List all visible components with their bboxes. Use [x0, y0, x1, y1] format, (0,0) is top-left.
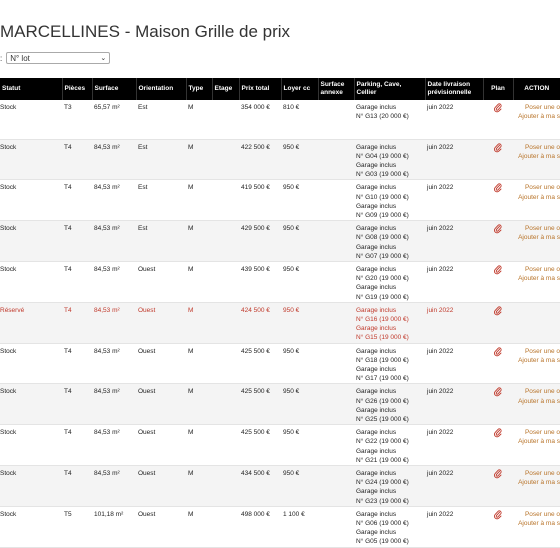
cell-loyer: 950 €: [281, 425, 318, 466]
column-header[interactable]: Parking, Cave, Cellier: [354, 78, 425, 100]
cell-etage: [212, 343, 239, 384]
parking-line: Garage inclus: [356, 284, 397, 292]
cell-statut: Stock: [0, 100, 62, 139]
parking-line: Garage inclus: [356, 184, 397, 192]
parking-line: N° G10 (19 000 €): [356, 193, 409, 201]
table-row: [0, 221, 560, 262]
cell-orientation: Ouest: [136, 466, 186, 507]
add-to-selection-link[interactable]: Ajouter à ma s: [518, 438, 560, 446]
cell-action: [513, 384, 560, 425]
paperclip-icon[interactable]: [494, 224, 502, 233]
table-row: [0, 425, 560, 466]
cell-etage: [212, 221, 239, 262]
cell-etage: [212, 261, 239, 302]
cell-orientation: Est: [136, 139, 186, 180]
cell-surface: 84,53 m²: [92, 180, 136, 221]
cell-surface: 84,53 m²: [92, 425, 136, 466]
cell-surface: 84,53 m²: [92, 302, 136, 343]
add-to-selection-link[interactable]: Ajouter à ma s: [518, 479, 560, 487]
parking-line: Garage inclus: [356, 388, 397, 396]
parking-line: N° G19 (19 000 €): [356, 293, 409, 301]
cell-action: [513, 343, 560, 384]
table-row: [0, 261, 560, 302]
cell-type: M: [186, 425, 212, 466]
cell-action: [513, 139, 560, 180]
column-header[interactable]: Pièces: [62, 78, 92, 100]
sort-select-value: N° lot: [10, 54, 30, 63]
cell-date: juin 2022: [425, 221, 483, 262]
make-offer-link[interactable]: Poser une o: [524, 143, 560, 151]
cell-pieces: T5: [62, 506, 92, 547]
make-offer-link[interactable]: Poser une o: [524, 265, 560, 273]
column-header[interactable]: Statut: [0, 78, 62, 100]
price-grid-table: [0, 78, 560, 548]
cell-surface: 65,57 m²: [92, 100, 136, 139]
cell-prix: 425 500 €: [239, 425, 281, 466]
cell-loyer: 950 €: [281, 384, 318, 425]
parking-line: N° G26 (19 000 €): [356, 397, 409, 405]
cell-prix: 434 500 €: [239, 466, 281, 507]
cell-prix: 498 000 €: [239, 506, 281, 547]
parking-line: Garage inclus: [356, 488, 397, 496]
cell-surface: 84,53 m²: [92, 261, 136, 302]
column-header[interactable]: ACTION: [513, 78, 560, 100]
cell-plan: [483, 180, 513, 221]
cell-type: M: [186, 100, 212, 139]
parking-line: N° G21 (19 000 €): [356, 456, 409, 464]
cell-etage: [212, 466, 239, 507]
cell-type: M: [186, 261, 212, 302]
cell-surface: 84,53 m²: [92, 221, 136, 262]
cell-date: juin 2022: [425, 302, 483, 343]
cell-prix: 425 500 €: [239, 343, 281, 384]
parking-line: Garage inclus: [356, 161, 397, 169]
paperclip-icon[interactable]: [494, 347, 502, 356]
cell-loyer: 950 €: [281, 343, 318, 384]
cell-orientation: Ouest: [136, 261, 186, 302]
cell-statut: Réservé: [0, 302, 62, 343]
cell-surface: 84,53 m²: [92, 139, 136, 180]
cell-plan: [483, 343, 513, 384]
cell-date: juin 2022: [425, 261, 483, 302]
cell-parking: [354, 221, 425, 262]
parking-line: Garage inclus: [356, 225, 397, 233]
parking-line: N° G06 (19 000 €): [356, 520, 409, 528]
column-header[interactable]: Plan: [483, 78, 513, 100]
parking-line: Garage inclus: [356, 104, 397, 111]
cell-type: M: [186, 384, 212, 425]
cell-prix: 419 500 €: [239, 180, 281, 221]
cell-date: juin 2022: [425, 100, 483, 139]
make-offer-link[interactable]: Poser une o: [524, 470, 560, 477]
cell-statut: Stock: [0, 221, 62, 262]
cell-type: M: [186, 139, 212, 180]
paperclip-icon[interactable]: [494, 428, 502, 437]
parking-line: N° G17 (19 000 €): [356, 375, 409, 383]
cell-action: [513, 221, 560, 262]
cell-action: [513, 302, 560, 343]
column-header[interactable]: Date livraison prévisionnelle: [425, 78, 483, 100]
parking-line: N° G16 (19 000 €): [356, 315, 409, 323]
paperclip-icon[interactable]: [494, 510, 502, 519]
cell-action: [513, 506, 560, 547]
make-offer-link[interactable]: Poser une o: [524, 347, 560, 355]
parking-line: Garage inclus: [356, 325, 397, 333]
sort-label: :: [0, 53, 3, 63]
cell-type: M: [186, 180, 212, 221]
parking-line: N° G15 (19 000 €): [356, 334, 409, 342]
cell-loyer: 950 €: [281, 302, 318, 343]
paperclip-icon[interactable]: [494, 183, 502, 192]
cell-annexe: [318, 261, 354, 302]
make-offer-link[interactable]: Poser une o: [524, 104, 560, 111]
parking-line: Garage inclus: [356, 265, 397, 273]
paperclip-icon[interactable]: [494, 306, 502, 315]
parking-line: N° G18 (19 000 €): [356, 356, 409, 364]
cell-statut: Stock: [0, 180, 62, 221]
paperclip-icon[interactable]: [494, 469, 502, 478]
parking-line: Garage inclus: [356, 202, 397, 210]
parking-line: N° G23 (19 000 €): [356, 497, 409, 505]
cell-annexe: [318, 100, 354, 139]
cell-parking: [354, 100, 425, 139]
cell-orientation: Ouest: [136, 343, 186, 384]
cell-date: juin 2022: [425, 506, 483, 547]
parking-line: Garage inclus: [356, 347, 397, 355]
parking-line: Garage inclus: [356, 406, 397, 414]
cell-loyer: 810 €: [281, 100, 318, 139]
page-title: MARCELLINES - Maison Grille de prix: [0, 22, 291, 41]
cell-pieces: T4: [62, 221, 92, 262]
column-header[interactable]: Etage: [212, 78, 239, 100]
cell-plan: [483, 221, 513, 262]
cell-loyer: 1 100 €: [281, 506, 318, 547]
parking-line: Garage inclus: [356, 143, 397, 151]
cell-surface: 84,53 m²: [92, 384, 136, 425]
cell-parking: [354, 302, 425, 343]
add-to-selection-link[interactable]: Ajouter à ma s: [518, 152, 560, 160]
parking-line: Garage inclus: [356, 447, 397, 455]
make-offer-link[interactable]: Poser une o: [524, 429, 560, 437]
cell-parking: [354, 425, 425, 466]
table-row: [0, 466, 560, 507]
cell-annexe: [318, 302, 354, 343]
cell-type: M: [186, 221, 212, 262]
cell-etage: [212, 506, 239, 547]
add-to-selection-link[interactable]: Ajouter à ma s: [518, 113, 560, 121]
cell-date: juin 2022: [425, 343, 483, 384]
cell-parking: [354, 343, 425, 384]
parking-line: N° G03 (19 000 €): [356, 171, 409, 179]
make-offer-link[interactable]: Poser une o: [524, 225, 560, 233]
cell-etage: [212, 425, 239, 466]
parking-line: Garage inclus: [356, 306, 397, 314]
parking-line: N° G07 (19 000 €): [356, 252, 409, 260]
cell-etage: [212, 384, 239, 425]
cell-etage: [212, 180, 239, 221]
parking-line: N° G09 (19 000 €): [356, 211, 409, 219]
cell-plan: [483, 261, 513, 302]
cell-loyer: 950 €: [281, 261, 318, 302]
cell-annexe: [318, 506, 354, 547]
cell-plan: [483, 302, 513, 343]
cell-date: juin 2022: [425, 466, 483, 507]
cell-loyer: 950 €: [281, 221, 318, 262]
cell-plan: [483, 466, 513, 507]
cell-plan: [483, 100, 513, 139]
cell-pieces: T4: [62, 384, 92, 425]
table-row: [0, 139, 560, 180]
cell-annexe: [318, 343, 354, 384]
paperclip-icon[interactable]: [494, 143, 502, 152]
cell-parking: [354, 139, 425, 180]
parking-line: N° G04 (19 000 €): [356, 152, 409, 160]
table-row: [0, 384, 560, 425]
cell-prix: 425 500 €: [239, 384, 281, 425]
sort-control: [0, 52, 110, 64]
cell-parking: [354, 466, 425, 507]
paperclip-icon[interactable]: [494, 103, 502, 112]
cell-action: [513, 466, 560, 507]
cell-plan: [483, 425, 513, 466]
cell-date: juin 2022: [425, 180, 483, 221]
cell-statut: Stock: [0, 425, 62, 466]
table-row: [0, 302, 560, 343]
cell-orientation: Ouest: [136, 384, 186, 425]
cell-prix: 429 500 €: [239, 221, 281, 262]
cell-annexe: [318, 384, 354, 425]
cell-statut: Stock: [0, 139, 62, 180]
column-header[interactable]: Type: [186, 78, 212, 100]
cell-pieces: T3: [62, 100, 92, 139]
cell-plan: [483, 506, 513, 547]
cell-statut: Stock: [0, 261, 62, 302]
cell-orientation: Ouest: [136, 506, 186, 547]
parking-line: N° G13 (20 000 €): [356, 113, 409, 121]
cell-prix: 424 500 €: [239, 302, 281, 343]
column-header[interactable]: Prix total: [239, 78, 281, 100]
cell-pieces: T4: [62, 261, 92, 302]
cell-annexe: [318, 425, 354, 466]
column-header[interactable]: Orientation: [136, 78, 186, 100]
cell-annexe: [318, 139, 354, 180]
cell-surface: 84,53 m²: [92, 466, 136, 507]
cell-date: juin 2022: [425, 425, 483, 466]
add-to-selection-link[interactable]: Ajouter à ma s: [518, 520, 560, 528]
cell-action: [513, 100, 560, 139]
parking-line: Garage inclus: [356, 243, 397, 251]
make-offer-link[interactable]: Poser une o: [524, 184, 560, 192]
cell-pieces: T4: [62, 180, 92, 221]
add-to-selection-link[interactable]: Ajouter à ma s: [518, 356, 560, 364]
table-header-row: [0, 78, 560, 100]
sort-select[interactable]: [6, 52, 110, 64]
parking-line: N° G20 (19 000 €): [356, 275, 409, 283]
parking-line: N° G08 (19 000 €): [356, 234, 409, 242]
cell-action: [513, 425, 560, 466]
cell-orientation: Est: [136, 180, 186, 221]
cell-pieces: T4: [62, 139, 92, 180]
cell-loyer: 950 €: [281, 139, 318, 180]
cell-type: M: [186, 466, 212, 507]
parking-line: Garage inclus: [356, 429, 397, 437]
parking-line: N° G05 (19 000 €): [356, 538, 409, 546]
parking-line: Garage inclus: [356, 529, 397, 537]
cell-pieces: T4: [62, 343, 92, 384]
parking-line: Garage inclus: [356, 470, 397, 477]
cell-orientation: Est: [136, 100, 186, 139]
cell-parking: [354, 261, 425, 302]
cell-date: juin 2022: [425, 139, 483, 180]
cell-statut: Stock: [0, 466, 62, 507]
cell-loyer: 950 €: [281, 466, 318, 507]
cell-pieces: T4: [62, 302, 92, 343]
cell-surface: 101,18 m²: [92, 506, 136, 547]
cell-orientation: Est: [136, 221, 186, 262]
column-header[interactable]: Surface: [92, 78, 136, 100]
cell-etage: [212, 100, 239, 139]
table-row: [0, 100, 560, 139]
make-offer-link[interactable]: Poser une o: [524, 388, 560, 396]
table-row: [0, 180, 560, 221]
make-offer-link[interactable]: Poser une o: [524, 510, 560, 518]
parking-line: Garage inclus: [356, 510, 397, 518]
parking-line: N° G25 (19 000 €): [356, 415, 409, 423]
add-to-selection-link[interactable]: Ajouter à ma s: [518, 234, 560, 242]
cell-date: juin 2022: [425, 384, 483, 425]
cell-prix: 354 000 €: [239, 100, 281, 139]
cell-action: [513, 180, 560, 221]
chevron-down-icon: ⌄: [100, 55, 107, 62]
cell-parking: [354, 506, 425, 547]
cell-surface: 84,53 m²: [92, 343, 136, 384]
add-to-selection-link[interactable]: Ajouter à ma s: [518, 275, 560, 283]
cell-etage: [212, 302, 239, 343]
parking-line: N° G22 (19 000 €): [356, 438, 409, 446]
cell-statut: Stock: [0, 343, 62, 384]
cell-loyer: 950 €: [281, 180, 318, 221]
cell-pieces: T4: [62, 466, 92, 507]
paperclip-icon[interactable]: [494, 265, 502, 274]
cell-prix: 439 500 €: [239, 261, 281, 302]
cell-action: [513, 261, 560, 302]
cell-statut: Stock: [0, 506, 62, 547]
table-row: [0, 506, 560, 547]
cell-orientation: Ouest: [136, 302, 186, 343]
cell-pieces: T4: [62, 425, 92, 466]
parking-line: Garage inclus: [356, 365, 397, 373]
add-to-selection-link[interactable]: Ajouter à ma s: [518, 397, 560, 405]
cell-parking: [354, 180, 425, 221]
cell-statut: Stock: [0, 384, 62, 425]
column-header[interactable]: Loyer cc: [281, 78, 318, 100]
cell-type: M: [186, 506, 212, 547]
column-header[interactable]: Surface annexe: [318, 78, 354, 100]
cell-plan: [483, 139, 513, 180]
cell-annexe: [318, 221, 354, 262]
cell-orientation: Ouest: [136, 425, 186, 466]
cell-annexe: [318, 466, 354, 507]
cell-etage: [212, 139, 239, 180]
cell-type: M: [186, 343, 212, 384]
add-to-selection-link[interactable]: Ajouter à ma s: [518, 193, 560, 201]
cell-prix: 422 500 €: [239, 139, 281, 180]
cell-type: M: [186, 302, 212, 343]
cell-parking: [354, 384, 425, 425]
cell-annexe: [318, 180, 354, 221]
cell-plan: [483, 384, 513, 425]
parking-line: N° G24 (19 000 €): [356, 479, 409, 487]
paperclip-icon[interactable]: [494, 387, 502, 396]
table-row: [0, 343, 560, 384]
